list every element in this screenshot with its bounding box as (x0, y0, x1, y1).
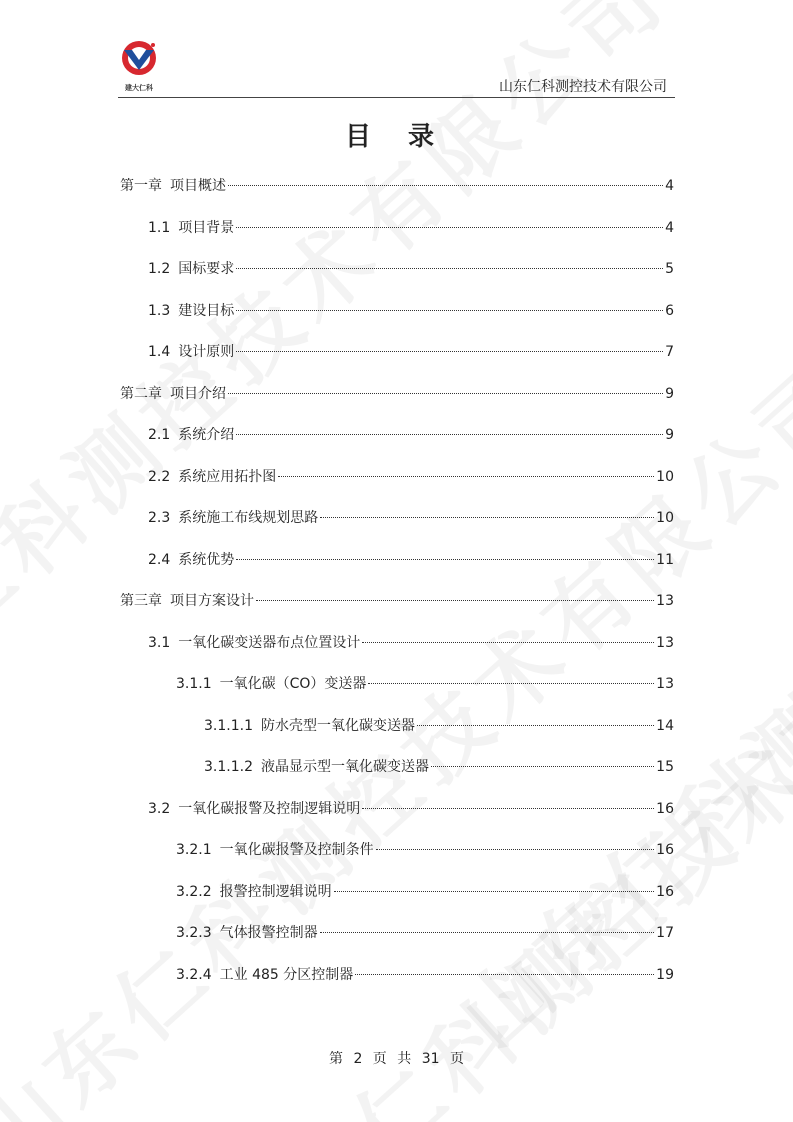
toc-dot-leader (334, 891, 655, 892)
toc-entry-page: 5 (665, 261, 674, 277)
toc-dot-leader (355, 974, 654, 975)
toc-entry-page: 14 (656, 717, 674, 734)
toc-dot-leader (376, 849, 655, 850)
toc-entry[interactable] (120, 627, 674, 669)
toc-entry-title: 系统施工布线规划思路 (178, 510, 319, 526)
toc-dot-leader (256, 600, 654, 601)
toc-entry-page: 19 (656, 966, 674, 983)
toc-dot-leader (236, 310, 663, 311)
toc-entry[interactable] (120, 461, 674, 503)
toc-entry-number: 1.1 (148, 219, 171, 236)
toc-entry[interactable] (120, 502, 674, 544)
toc-dot-leader (236, 227, 663, 228)
toc-entry-number: 3.2.1 (176, 842, 212, 858)
toc-entry[interactable] (120, 917, 674, 959)
toc-entry[interactable] (120, 876, 674, 918)
header-company-name: 山东仁科测控技术有限公司 (499, 79, 667, 95)
toc-entry-page: 16 (656, 842, 674, 858)
toc-entry-number: 3.1.1 (176, 676, 212, 692)
toc-dot-leader (236, 559, 654, 560)
toc-dot-leader (278, 476, 654, 477)
page-title: 目 录 (344, 122, 449, 152)
toc-entry-title: 防水壳型一氧化碳变送器 (260, 717, 415, 734)
toc-entry-page: 7 (665, 344, 674, 360)
toc-entry[interactable] (120, 959, 674, 1001)
header-divider (118, 97, 675, 98)
toc-dot-leader (236, 268, 663, 269)
toc-dot-leader (362, 642, 654, 643)
toc-entry-number: 3.2.4 (176, 966, 212, 983)
toc-entry-page: 6 (665, 302, 674, 319)
toc-entry-number: 1.4 (148, 344, 171, 360)
toc-entry[interactable] (120, 751, 674, 793)
toc-entry-number: 2.1 (148, 427, 171, 443)
toc-entry-page: 13 (656, 593, 674, 609)
toc-entry-number: 2.4 (148, 551, 171, 568)
toc-entry[interactable] (120, 710, 674, 752)
page-footer: 第 2 页 共 31 页 (329, 1051, 464, 1067)
toc-entry-number: 第三章 (120, 593, 162, 609)
table-of-contents (120, 170, 674, 1000)
toc-entry-number: 1.2 (148, 261, 171, 277)
toc-entry-title: 工业 485 分区控制器 (219, 966, 354, 983)
logo-mark-icon (118, 40, 160, 78)
toc-entry-page: 10 (656, 468, 674, 485)
toc-entry-title: 一氧化碳报警及控制条件 (219, 842, 374, 858)
toc-entry-title: 液晶显示型一氧化碳变送器 (260, 759, 429, 775)
toc-entry-number: 3.1.1.2 (204, 759, 253, 775)
toc-entry[interactable] (120, 295, 674, 337)
toc-dot-leader (431, 766, 654, 767)
logo-caption: 建大仁科 (125, 84, 153, 92)
toc-dot-leader (236, 434, 663, 435)
toc-entry-number: 3.1.1.1 (204, 717, 253, 734)
toc-entry-number: 1.3 (148, 302, 171, 319)
toc-entry-page: 11 (656, 551, 674, 568)
toc-entry-title: 项目背景 (178, 219, 235, 236)
toc-entry-page: 13 (656, 634, 674, 651)
toc-entry-title: 一氧化碳报警及控制逻辑说明 (178, 800, 361, 817)
toc-entry-page: 4 (665, 178, 674, 194)
toc-entry-title: 系统应用拓扑图 (178, 468, 277, 485)
toc-entry-page: 9 (665, 385, 674, 402)
toc-entry-page: 10 (656, 510, 674, 526)
toc-dot-leader (368, 683, 654, 684)
toc-entry[interactable] (120, 170, 674, 212)
toc-entry-title: 一氧化碳（CO）变送器 (219, 676, 367, 692)
toc-entry-page: 9 (665, 427, 674, 443)
toc-entry-title: 项目方案设计 (170, 593, 254, 609)
toc-entry-title: 国标要求 (178, 261, 235, 277)
toc-dot-leader (362, 808, 654, 809)
toc-entry[interactable] (120, 544, 674, 586)
toc-entry[interactable] (120, 585, 674, 627)
toc-entry-title: 设计原则 (178, 344, 235, 360)
toc-entry-page: 16 (656, 883, 674, 900)
toc-entry-number: 2.2 (148, 468, 171, 485)
toc-entry-number: 3.1 (148, 634, 171, 651)
toc-entry-number: 第一章 (120, 178, 162, 194)
toc-entry[interactable] (120, 419, 674, 461)
toc-dot-leader (417, 725, 654, 726)
toc-entry-page: 16 (656, 800, 674, 817)
toc-dot-leader (228, 393, 663, 394)
toc-entry[interactable] (120, 668, 674, 710)
toc-entry-number: 3.2.2 (176, 883, 212, 900)
toc-entry[interactable] (120, 336, 674, 378)
toc-entry[interactable] (120, 834, 674, 876)
toc-entry-number: 3.2.3 (176, 925, 212, 941)
toc-entry-title: 项目概述 (170, 178, 226, 194)
toc-entry-title: 报警控制逻辑说明 (219, 883, 332, 900)
toc-entry-title: 一氧化碳变送器布点位置设计 (178, 634, 361, 651)
toc-entry[interactable] (120, 793, 674, 835)
toc-dot-leader (236, 351, 663, 352)
toc-entry-number: 3.2 (148, 800, 171, 817)
toc-entry-number: 2.3 (148, 510, 171, 526)
toc-entry-page: 13 (656, 676, 674, 692)
toc-dot-leader (320, 517, 654, 518)
toc-entry-title: 气体报警控制器 (219, 925, 318, 941)
toc-entry-title: 系统优势 (178, 551, 235, 568)
company-logo (118, 40, 160, 93)
toc-entry-page: 17 (656, 925, 674, 941)
toc-entry[interactable] (120, 212, 674, 254)
toc-dot-leader (228, 185, 663, 186)
toc-entry-page: 4 (665, 219, 674, 236)
toc-entry-number: 第二章 (120, 385, 162, 402)
toc-entry-title: 项目介绍 (170, 385, 226, 402)
toc-entry-title: 系统介绍 (178, 427, 235, 443)
toc-entry[interactable] (120, 253, 674, 295)
toc-entry[interactable] (120, 378, 674, 420)
toc-dot-leader (320, 932, 655, 933)
toc-entry-title: 建设目标 (178, 302, 235, 319)
toc-entry-page: 15 (656, 759, 674, 775)
